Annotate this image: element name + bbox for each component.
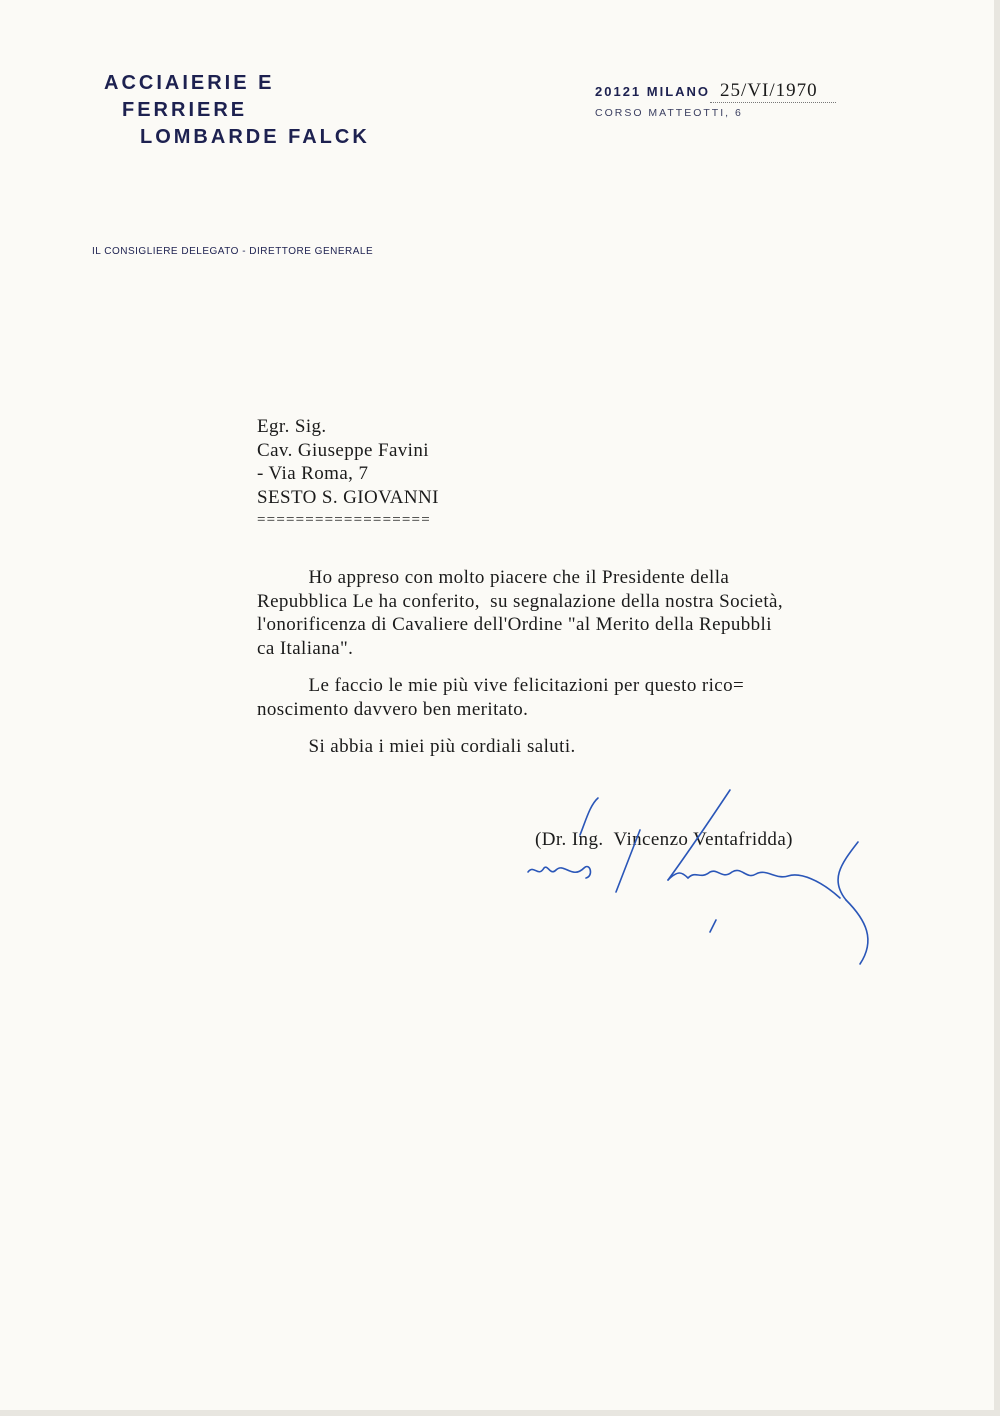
letter-body — [257, 566, 783, 759]
date-line — [595, 80, 836, 103]
signature-stroke — [528, 867, 590, 878]
street-address: CORSO MATTEOTTI, 6 — [595, 107, 743, 119]
city: 20121 MILANO — [595, 84, 711, 99]
signature-stroke — [710, 920, 716, 932]
signature-stroke — [668, 870, 840, 898]
signature-stroke — [838, 842, 858, 900]
signature-stroke — [580, 798, 598, 835]
recipient-name: Cav. Giuseppe Favini — [257, 439, 429, 461]
date: 25/VI/1970 — [710, 80, 836, 103]
signature-stroke — [846, 900, 868, 964]
page-edge — [994, 0, 1000, 1416]
company-line-1: ACCIAIERIE E — [104, 72, 275, 94]
recipient-underline: ================== — [257, 512, 431, 528]
recipient-city: SESTO S. GIOVANNI — [257, 486, 439, 508]
closing-line: Si abbia i miei più cordiali saluti. — [257, 736, 576, 757]
body-line: Ho appreso con molto piacere che il Presidente della — [257, 567, 730, 588]
body-line: noscimento davvero ben meritato. — [257, 698, 529, 720]
body-line: Le faccio le mie più vive felicitazioni per questo rico= — [257, 675, 745, 696]
company-line-3: LOMBARDE FALCK — [140, 126, 370, 148]
typed-signature: (Dr. Ing. Vincenzo Ventafridda) — [535, 829, 793, 850]
body-line: l'onorificenza di Cavaliere dell'Ordine "al Merito della Repubbli — [257, 614, 772, 635]
paragraph-gap — [257, 660, 783, 674]
recipient-address — [257, 415, 439, 533]
handwritten-signature — [520, 780, 900, 980]
signature-stroke — [668, 790, 730, 880]
body-line: Repubblica Le ha conferito, su segnalazione della nostra Società, — [257, 590, 784, 612]
company-line-2: FERRIERE — [122, 99, 248, 121]
paragraph-gap — [257, 721, 783, 735]
body-line: ca Italiana". — [257, 637, 354, 659]
page-edge-bottom — [0, 1410, 1000, 1416]
sender-title: IL CONSIGLIERE DELEGATO - DIRETTORE GENERALE — [92, 246, 374, 257]
company-name — [104, 70, 370, 151]
recipient-street: - Via Roma, 7 — [257, 463, 369, 484]
signature-stroke — [616, 830, 640, 892]
recipient-salutation: Egr. Sig. — [257, 416, 327, 437]
